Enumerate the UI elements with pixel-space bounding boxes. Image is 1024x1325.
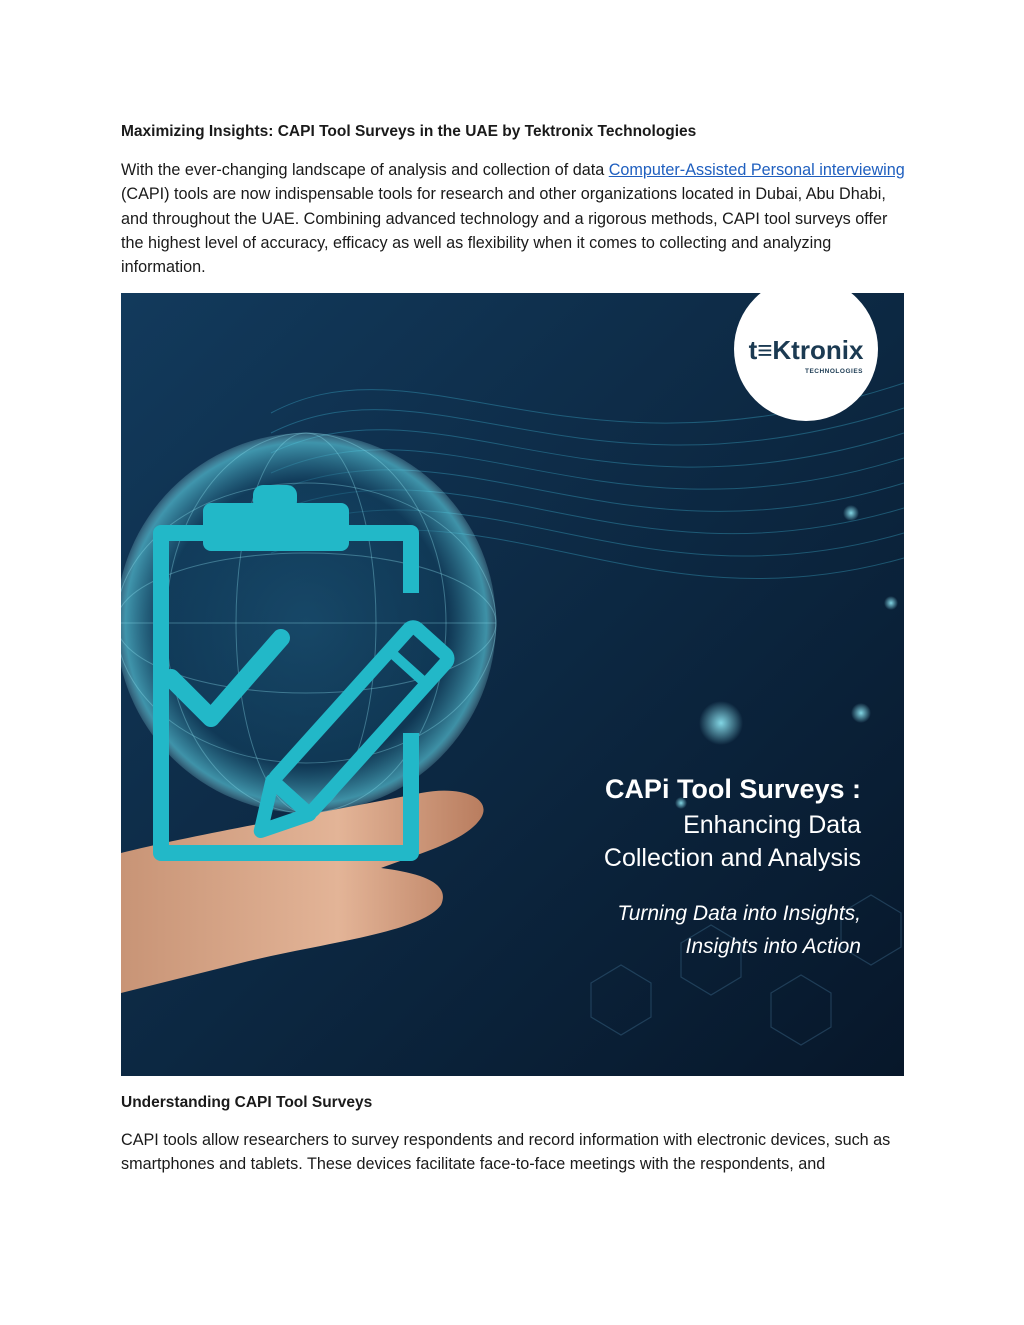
banner-subline-1: Enhancing Data <box>683 811 861 839</box>
capi-link[interactable]: Computer-Assisted Personal interviewing <box>608 161 905 179</box>
logo-subtext: TECHNOLOGIES <box>804 368 864 375</box>
banner-tagline-1: Turning Data into Insights, <box>617 902 861 925</box>
section-paragraph: CAPI tools allow researchers to survey respondents and record information with electronic devices, such as smartphones and tablets. These devices facilitate face-to-face meetings with the respondents, and <box>121 1131 891 1174</box>
banner-headline: CAPi Tool Surveys : <box>604 774 861 804</box>
intro-text-start: With the ever-changing landscape of analysis and collection of data <box>121 161 609 179</box>
banner-subline-2: Collection and Analysis <box>603 844 861 872</box>
section-heading: Understanding CAPI Tool Surveys <box>121 1094 373 1111</box>
logo-wordmark: t≡Ktronix <box>748 335 864 365</box>
intro-text-end: (CAPI) tools are now indispensable tools for research and other organizations located in Dubai, Abu Dhabi, and throughout the UAE. Combining advanced technology and a rigorous methods, CAPI tool surveys offer the highest level of accuracy, efficacy as well as flexibility when it comes to collecting and analyzing information. <box>121 185 888 277</box>
article-title: Maximizing Insights: CAPI Tool Surveys in the UAE by Tektronix Technologies <box>121 123 697 140</box>
banner-tagline-2: Insights into Action <box>685 935 861 958</box>
intro-paragraph <box>121 158 911 279</box>
capi-banner-image <box>121 293 904 1076</box>
